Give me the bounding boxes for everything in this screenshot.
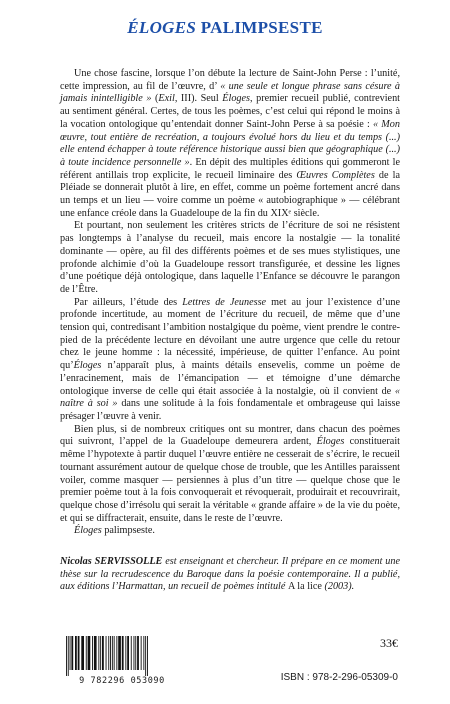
blurb-paragraph bbox=[60, 297, 400, 424]
text-run: dans une solitude à la fois fondamentale et ombrageuse qui laisse présager l’œuvre à venir. bbox=[60, 398, 400, 422]
text-run: Une chose fascine, lorsque l’on débute la lecture de Saint-John Perse : l’unité, cette impression, au fil de l’œuvre, d’ bbox=[60, 68, 400, 92]
blurb-body bbox=[60, 68, 400, 538]
text-run: . En dépit des multiples éditions qui gommeront le référent antillais trop explicite, le recueil liminaire des bbox=[60, 156, 400, 181]
text-run: , premier recueil publié, contrevient au sentiment général. Certes, de tous les poèmes, c’est celui qui répond le moins à la vocation ontologique qu’entendait donner Saint-John Perse à sa poésie : bbox=[60, 93, 400, 130]
barcode-bar bbox=[78, 636, 80, 670]
barcode-bar bbox=[131, 636, 132, 670]
barcode-bar bbox=[134, 636, 135, 670]
blurb-paragraph bbox=[60, 424, 400, 526]
barcode-bar bbox=[145, 636, 146, 676]
barcode-bar bbox=[68, 636, 69, 676]
barcode-bar bbox=[122, 636, 124, 670]
barcode-bar bbox=[112, 636, 113, 670]
barcode-bar bbox=[108, 636, 109, 670]
blurb-paragraph bbox=[60, 68, 400, 220]
text-run: met au jour l’existence d’une profonde incertitude, au moment de l’écriture du recueil, de même que d’une tension qui, contredisant l’ambition nostalgique du poème, vient prendre le contre-pied de la précédente lecture en dévoilant une autre urgence que celle du retour chez le jeune homme : la nécessité, impérieuse, de quitter l’enfance. Au point qu’ bbox=[60, 296, 400, 372]
text-run: palimpseste. bbox=[101, 525, 155, 537]
author-bio bbox=[60, 556, 400, 594]
barcode-bar bbox=[86, 636, 87, 670]
barcode-bar bbox=[102, 636, 104, 670]
title-rest: PALIMPSESTE bbox=[196, 18, 323, 37]
barcode-bar bbox=[100, 636, 101, 670]
italic-run: Éloges bbox=[222, 93, 250, 105]
text-run: de la Pléiade se donnerait plutôt à lire, en effet, comme un poème fortement ancré dans un temps et un lieu — voire comme un poème « autobiographique » — célébrant une enfance créole dans la Guadeloupe de la fin du XIXᵉ siècle. bbox=[60, 169, 401, 219]
text-run: ( bbox=[151, 93, 159, 105]
title-italic: ÉLOGES bbox=[127, 18, 197, 37]
isbn: ISBN : 978-2-296-05309-0 bbox=[280, 672, 398, 683]
italic-run: Éloges bbox=[316, 436, 345, 448]
text-run: , III). Seul bbox=[174, 93, 223, 105]
text-run: n’apparaît plus, à maints détails ensevelis, comme un poème de l’enracinement, mais de l’émancipation — et témoigne d’une démarche ontologique inverse de celle qui était associée à la nostalgie, où il convient de bbox=[60, 360, 400, 397]
author-book-title: A la lice bbox=[287, 581, 322, 593]
author-name: Nicolas SERVISSOLLE bbox=[60, 556, 163, 567]
barcode-bar bbox=[70, 636, 71, 670]
barcode-bar bbox=[66, 636, 67, 676]
text-run: Par ailleurs, l’étude des bbox=[74, 296, 183, 308]
barcode-bar bbox=[94, 636, 97, 670]
barcode-bar bbox=[92, 636, 93, 670]
text-run: Et pourtant, non seulement les critères stricts de l’écriture de soi ne résistent pas longtemps à l’analyse du recueil, mais encore la nostalgie — la tonalité dominante — opère, au fil des différents poèmes et de ses mues stylistiques, une profonde alchimie d’où la Guadeloupe ressort transfigurée, et dessine les lignes d’une poétique déjà ontologique, dans laquelle l’Enfance se découvre le parangon de l’Être. bbox=[60, 220, 400, 295]
blurb-paragraph bbox=[60, 220, 400, 296]
italic-run: « une seule et longue phrase sans césure à jamais inintelligible » bbox=[60, 80, 400, 105]
barcode-bar bbox=[88, 636, 91, 670]
barcode-bar bbox=[135, 636, 136, 670]
barcode-bar bbox=[71, 636, 73, 670]
page-title bbox=[0, 18, 450, 38]
blurb-paragraph bbox=[60, 525, 400, 538]
barcode-bar bbox=[114, 636, 115, 670]
barcode-bar bbox=[125, 636, 126, 670]
barcode-bars bbox=[60, 636, 184, 676]
barcode-bar bbox=[81, 636, 84, 670]
barcode-bar bbox=[75, 636, 77, 670]
italic-run: Exil bbox=[158, 93, 175, 105]
barcode-bar bbox=[106, 636, 107, 670]
barcode-bar bbox=[116, 636, 117, 670]
barcode-bar bbox=[137, 636, 139, 670]
barcode-bar bbox=[127, 636, 129, 670]
barcode-bar bbox=[143, 636, 144, 670]
italic-run: Éloges bbox=[73, 360, 102, 372]
barcode-bar bbox=[98, 636, 99, 670]
text-run: constituerait même l’hypotexte à partir duquel l’œuvre entière ne cesserait de s’écrire, le recueil tournant assurément autour de quelque chose de trouble, que les Antilles paraissent voiler, comme masquer — persiennes à plus d’un titre — quelque chose que le premier poème tout à la fois convoquerait et révoquerait, produirait et recouvrirait, quelque chose d’irrésolu qui serait la véritable « grande affaire » de la vie du poète, et qui se diffracterait, ensuite, dans le reste de l’œuvre. bbox=[60, 436, 400, 524]
barcode-bar bbox=[147, 636, 148, 676]
barcode-bar bbox=[141, 636, 142, 670]
barcode-bar bbox=[118, 636, 121, 670]
italic-run: « naître à soi » bbox=[60, 385, 400, 410]
barcode-bar bbox=[110, 636, 111, 670]
price: 33€ bbox=[380, 636, 398, 650]
italic-run: Lettres de Jeunesse bbox=[182, 296, 267, 308]
author-bio-end: (2003). bbox=[321, 581, 355, 593]
barcode-digits: 9 782296 053090 bbox=[60, 676, 184, 686]
author-bio-text: est enseignant et chercheur. Il prépare en ce moment une thèse sur la recrudescence du Baroque dans la poésie contemporaine. Il a publié, aux éditions l’Harmattan, un recueil de poèmes intitulé bbox=[60, 556, 400, 593]
italic-run: Œuvres Complètes bbox=[296, 169, 375, 181]
italic-run: « Mon œuvre, tout entière de recréation, a toujours évolué hors du lieu et du temps (...) elle entend échapper à toute référence historique aussi bien que géographique (...) à toute incidence personnelle » bbox=[60, 118, 400, 168]
italic-run: Éloges bbox=[74, 525, 102, 537]
text-run: Bien plus, si de nombreux critiques ont su montrer, dans chacun des poèmes qui suivront, l’appel de la Guadeloupe demeurera ardent, bbox=[60, 423, 400, 448]
